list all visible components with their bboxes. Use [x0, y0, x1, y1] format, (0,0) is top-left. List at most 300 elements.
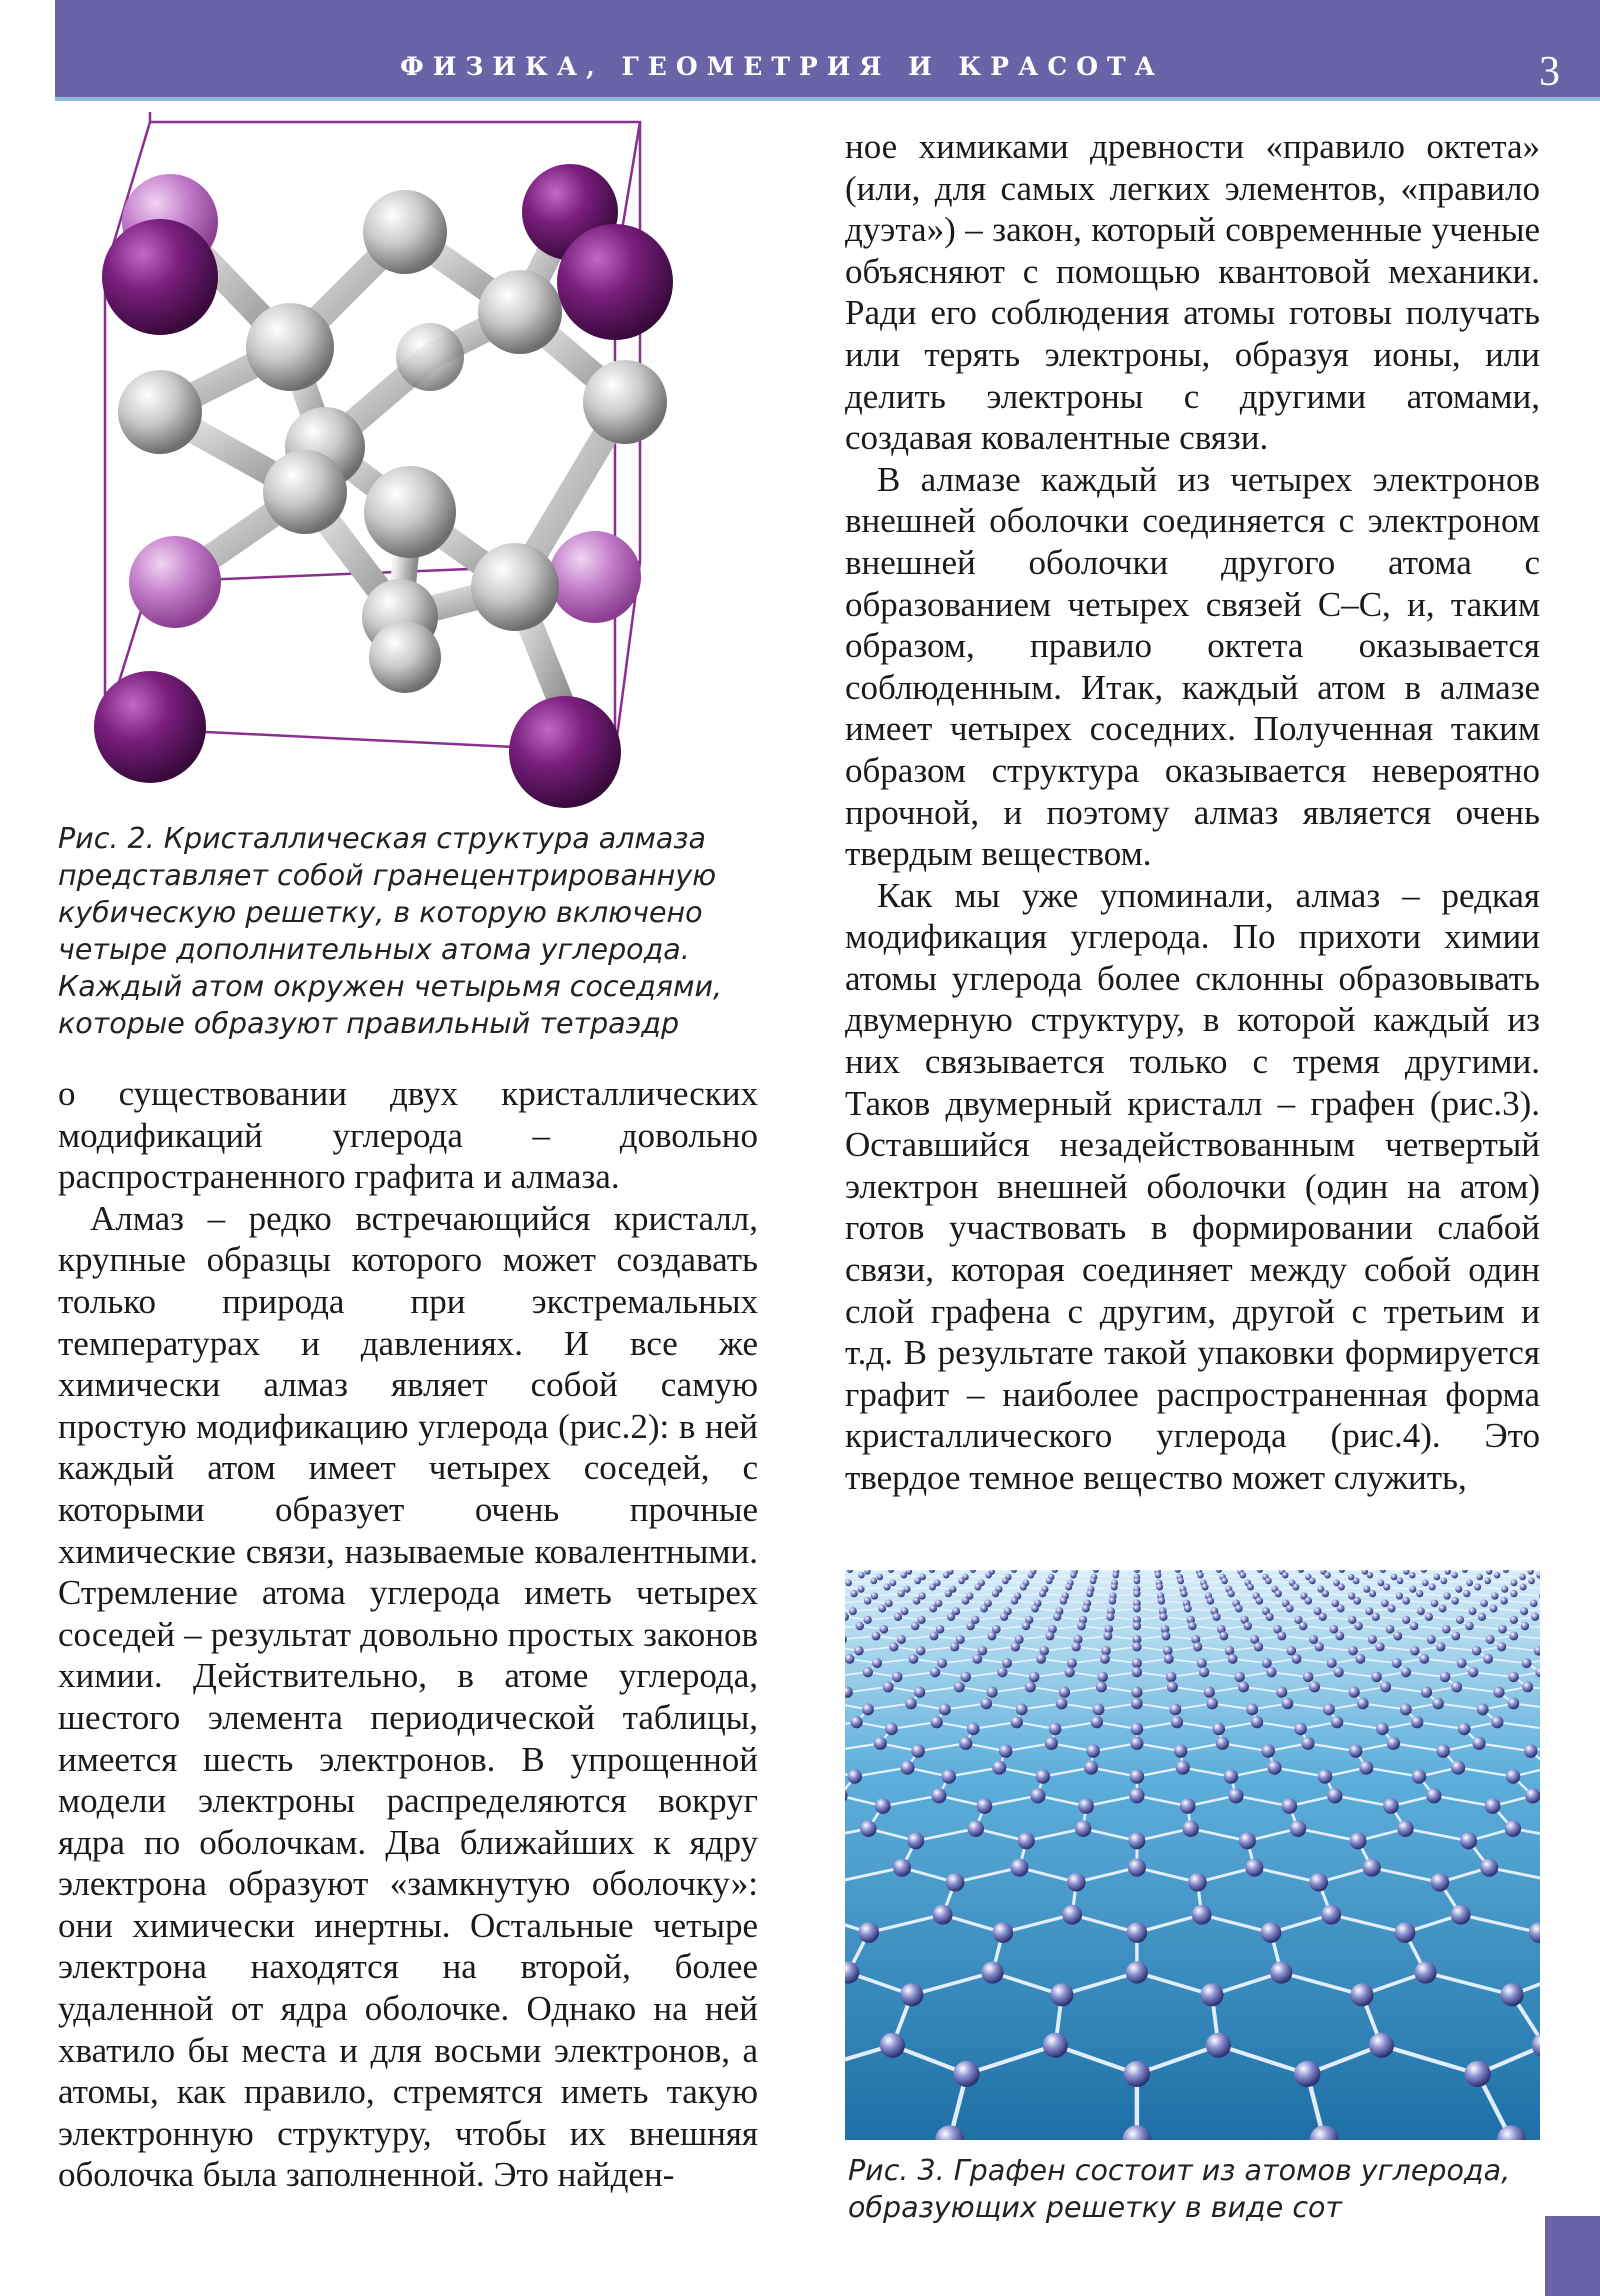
carbon-atom — [1369, 1590, 1376, 1597]
carbon-atom — [1329, 1625, 1338, 1634]
carbon-atom — [946, 1873, 965, 1892]
carbon-atom — [1349, 1687, 1360, 1698]
carbon-atom — [907, 1832, 924, 1849]
carbon-atom — [1396, 1592, 1403, 1599]
carbon-atom — [1197, 1658, 1207, 1668]
carbon-atom — [959, 1737, 972, 1750]
carbon-atom — [1294, 2061, 1320, 2087]
carbon-atom — [1266, 1613, 1274, 1621]
carbon-atom — [1039, 1590, 1046, 1597]
carbon-atom — [1234, 1672, 1245, 1683]
carbon-atom — [1412, 1769, 1426, 1783]
carbon-atom — [1070, 1572, 1077, 1579]
carbon-atom — [1429, 1584, 1436, 1591]
carbon-atom — [1431, 1873, 1450, 1892]
carbon-atom — [1377, 1579, 1384, 1586]
carbon-atom — [1011, 1597, 1019, 1605]
carbon-atom — [1256, 1597, 1264, 1605]
carbon-atom — [246, 303, 334, 391]
carbon-atom — [1197, 1572, 1204, 1579]
carbon-atom — [1129, 1788, 1144, 1803]
carbon-atom — [1247, 1584, 1254, 1591]
carbon-atom — [1228, 1654, 1238, 1664]
carbon-atom — [1451, 1681, 1462, 1692]
carbon-atom — [987, 1631, 996, 1640]
carbon-atom — [992, 1590, 999, 1597]
carbon-atom — [876, 1574, 883, 1581]
carbon-atom — [858, 1922, 879, 1943]
carbon-atom — [1422, 1579, 1429, 1586]
carbon-atom — [1367, 1572, 1374, 1579]
carbon-atom — [1093, 1704, 1105, 1716]
carbon-atom — [1480, 1599, 1488, 1607]
carbon-atom — [1397, 1578, 1404, 1585]
carbon-atom — [1071, 1642, 1080, 1651]
carbon-atom — [1490, 1605, 1498, 1613]
carbon-atom — [1440, 1672, 1451, 1683]
carbon-atom — [900, 1983, 923, 2006]
carbon-atom — [1131, 1687, 1142, 1698]
carbon-atom — [962, 1597, 970, 1605]
carbon-atom — [1319, 1613, 1327, 1621]
carbon-atom — [1167, 1681, 1178, 1692]
carbon-atom — [913, 1597, 921, 1605]
carbon-atom — [1096, 1681, 1107, 1692]
carbon-atom — [1239, 1832, 1256, 1849]
carbon-atom — [1082, 1605, 1090, 1613]
carbon-atom — [1299, 1622, 1308, 1631]
carbon-atom — [1103, 1631, 1112, 1640]
carbon-atom — [1432, 1698, 1444, 1710]
carbon-atom — [396, 323, 464, 391]
carbon-atom — [985, 1572, 992, 1579]
carbon-atom — [1018, 1832, 1035, 1849]
carbon-atom — [894, 1613, 902, 1621]
carbon-atom — [885, 1723, 898, 1736]
carbon-atom — [1266, 1667, 1276, 1677]
carbon-atom — [1309, 1681, 1320, 1692]
carbon-atom — [1457, 1658, 1467, 1668]
carbon-atom — [849, 1607, 857, 1615]
carbon-atom — [1476, 1574, 1483, 1581]
carbon-atom — [1224, 1769, 1238, 1783]
carbon-atom — [1425, 1613, 1433, 1621]
carbon-atom — [974, 1584, 981, 1591]
carbon-atom — [1132, 1667, 1142, 1677]
carbon-atom — [478, 270, 562, 354]
carbon-atom — [885, 1599, 893, 1607]
carbon-atom — [1286, 1605, 1294, 1613]
carbon-atom — [1381, 1599, 1389, 1607]
carbon-atom — [1282, 1798, 1298, 1814]
carbon-atom — [1133, 1590, 1140, 1597]
carbon-atom — [1510, 1616, 1518, 1624]
left-text-column — [58, 1073, 758, 2196]
right-text-column — [845, 126, 1540, 1499]
carbon-atom — [1200, 1983, 1223, 2006]
carbon-atom — [1386, 1625, 1395, 1634]
carbon-atom — [1353, 1578, 1360, 1585]
carbon-atom — [900, 1761, 914, 1775]
carbon-atom — [1254, 1642, 1263, 1651]
carbon-atom — [1212, 1613, 1220, 1621]
carbon-atom — [1064, 1667, 1074, 1677]
carbon-atom — [914, 1687, 925, 1698]
carbon-atom — [1275, 1590, 1282, 1597]
paragraph: ное химиками древности «правило октета» (или, для самых легких элементов, «правило дуэта») – закон, который современные ученые объясняют с помощью квантовой механики. Ради его соблюдения атомы готовы получать или терять электроны, образуя ионы, или делить электроны с другими атомами, создавая ковалентные связи. — [845, 127, 1540, 458]
carbon-atom — [1327, 1788, 1342, 1803]
carbon-atom — [930, 1716, 942, 1728]
carbon-atom — [1053, 1613, 1061, 1621]
carbon-atom — [1338, 1584, 1345, 1591]
carbon-atom — [1477, 1704, 1489, 1716]
carbon-atom — [972, 1654, 982, 1664]
carbon-atom — [1483, 1654, 1493, 1664]
carbon-atom — [1472, 1737, 1485, 1750]
carbon-atom — [1101, 1646, 1111, 1656]
carbon-atom — [1380, 1681, 1391, 1692]
carbon-atom — [1421, 1687, 1432, 1698]
carbon-atom — [1443, 1592, 1450, 1599]
carbon-atom — [1045, 1631, 1054, 1640]
carbon-atom — [1065, 1584, 1072, 1591]
carbon-atom — [1350, 1983, 1373, 2006]
carbon-atom — [1368, 1635, 1377, 1644]
carbon-atom — [980, 1605, 988, 1613]
carbon-atom — [977, 1798, 993, 1814]
carbon-atom — [1349, 1744, 1362, 1757]
carbon-atom — [1318, 1769, 1332, 1783]
carbon-atom — [1337, 1605, 1345, 1613]
carbon-atom — [1439, 1605, 1447, 1613]
carbon-atom — [1133, 1622, 1142, 1631]
carbon-atom — [1371, 1672, 1382, 1683]
carbon-atom — [1521, 1622, 1530, 1631]
carbon-atom — [1485, 1798, 1501, 1814]
carbon-atom — [1199, 1667, 1209, 1677]
carbon-atom — [1022, 1622, 1031, 1631]
carbon-atom — [870, 1578, 877, 1585]
carbon-atom — [1177, 1578, 1184, 1585]
carbon-atom — [968, 1820, 985, 1837]
carbon-atom — [1261, 1744, 1274, 1757]
carbon-atom — [871, 1592, 878, 1599]
carbon-atom — [1045, 1737, 1058, 1750]
carbon-atom — [883, 1681, 894, 1692]
carbon-atom — [1348, 1616, 1356, 1624]
carbon-atom — [1451, 1631, 1460, 1640]
carbon-atom — [1000, 1613, 1008, 1621]
carbon-atom — [1369, 2033, 1394, 2058]
carbon-atom — [960, 1672, 971, 1683]
carbon-atom — [1355, 1654, 1365, 1664]
carbon-atom — [864, 1597, 872, 1605]
carbon-atom — [1180, 1798, 1196, 1814]
carbon-atom — [1303, 1672, 1314, 1683]
carbon-atom — [1524, 1744, 1537, 1757]
carbon-atom — [939, 1704, 951, 1716]
carbon-atom — [1267, 1761, 1281, 1775]
carbon-atom — [1388, 1605, 1396, 1613]
carbon-atom — [863, 1667, 873, 1677]
carbon-atom — [875, 1798, 891, 1814]
carbon-atom — [1354, 1622, 1363, 1631]
carbon-atom — [1451, 1905, 1471, 1925]
carbon-atom — [1132, 1642, 1141, 1651]
carbon-atom — [929, 1584, 936, 1591]
carbon-atom — [1334, 1667, 1344, 1677]
carbon-atom — [1324, 1572, 1331, 1579]
carbon-atom — [1111, 1584, 1118, 1591]
carbon-atom — [1277, 1631, 1286, 1640]
carbon-atom — [1182, 1820, 1199, 1837]
carbon-atom — [992, 1922, 1013, 1943]
paragraph: Как мы уже упоминали, алмаз – редкая модификация углерода. По прихоти химии атомы углерода более склонны образовывать двумерную структуру, в которой каждый из них связывается только с тремя другими. Таков двумерный кристалл – графен (рис.3). Оставшийся незадействованным четвертый электрон внешней оболочки (один на атом) готов участвовать в формировании слабой связи, которая соединяет между собой один слой графена с другим, другой с третьим и т.д. В результате такой упаковки формируется графит – наиболее распространенная форма кристаллического углерода (рис.4). Это твердое темное вещество может служить, — [845, 875, 1540, 1497]
carbon-atom — [1184, 1605, 1192, 1613]
carbon-atom — [966, 1622, 975, 1631]
carbon-atom — [1294, 1723, 1307, 1736]
carbon-atom — [1525, 1788, 1540, 1803]
carbon-atom — [1002, 1578, 1009, 1585]
carbon-atom — [1451, 1572, 1458, 1579]
carbon-atom — [929, 1605, 937, 1613]
carbon-atom — [1491, 1592, 1498, 1599]
carbon-atom — [953, 2061, 979, 2087]
carbon-atom — [1174, 1744, 1187, 1757]
page-header — [55, 0, 1600, 101]
carbon-atom — [933, 1905, 953, 1925]
carbon-atom — [1531, 1613, 1539, 1621]
paragraph: Алмаз – редко встречающийся кристалл, крупные образцы которого может создавать только природа при экстремальных температурах и давлениях. И все же химически алмаз являет собой самую простую модификацию углерода (рис.2): в ней каждый атом имеет четырех соседей, с которыми образует очень прочные химические связи, называемые ковалентными. Стремление атома углерода иметь четырех соседей – результат довольно простых законов химии. Действительно, в атоме углерода, шестого элемента периодической таблицы, имеется шесть электронов. В упрощенной модели электроны распределяются вокруг ядра по оболочкам. Два ближайших к ядру электрона образуют «замкнутую оболочку»: они химически инертны. Остальные четыре электрона находятся на второй, более удаленной от ядра оболочке. Однако на ней хватило бы места и для восьми электронов, а атомы, как правило, стремятся иметь такую электронную структуру, чтобы их внешняя оболочка была заполненной. Это найден- — [58, 1198, 758, 2195]
carbon-atom — [854, 1646, 864, 1656]
carbon-atom — [1323, 1704, 1335, 1716]
carbon-atom — [1463, 1590, 1470, 1597]
carbon-atom — [1309, 1873, 1328, 1892]
carbon-atom — [930, 1667, 940, 1677]
carbon-atom — [903, 1586, 910, 1593]
carbon-atom — [1097, 1672, 1108, 1683]
carbon-atom — [1357, 1698, 1369, 1710]
carbon-atom — [1282, 1572, 1289, 1579]
carbon-atom — [1460, 1832, 1477, 1849]
carbon-atom — [930, 1631, 939, 1640]
carbon-atom — [1472, 1646, 1482, 1656]
carbon-atom — [878, 1605, 886, 1613]
figure2-caption: Рис. 2. Кристаллическая структура алмаза представляет собой гранецентрированную кубическую решетку, в которую включено четыре дополнительных атома углерода. Каждый атом окружен четырьмя соседями, которые образуют правильный тетраэдр — [58, 822, 723, 1040]
carbon-atom — [1131, 1698, 1143, 1710]
carbon-atom — [1176, 1761, 1190, 1775]
carbon-atom — [1451, 1597, 1459, 1605]
carbon-atom — [1426, 1788, 1441, 1803]
carbon-atom — [950, 1642, 959, 1651]
carbon-atom — [1193, 1642, 1202, 1651]
carbon-atom — [997, 1667, 1007, 1677]
carbon-atom — [1353, 1597, 1361, 1605]
carbon-atom — [1395, 1922, 1416, 1943]
corner-atom — [509, 696, 621, 808]
carbon-atom — [1163, 1646, 1173, 1656]
carbon-atom — [1031, 1605, 1039, 1613]
carbon-atom — [1238, 1681, 1249, 1692]
carbon-atom — [1500, 1597, 1508, 1605]
carbon-atom — [1130, 1737, 1143, 1750]
figure3-caption: Рис. 3. Графен состоит из атомов углерода, образующих решетку в виде сот — [848, 2154, 1511, 2224]
carbon-atom — [1204, 1687, 1215, 1698]
carbon-atom — [364, 466, 456, 558]
carbon-atom — [845, 1579, 852, 1586]
carbon-atom — [1327, 1658, 1337, 1668]
carbon-atom — [1348, 1646, 1358, 1656]
carbon-atom — [1434, 1574, 1441, 1581]
carbon-atom — [1522, 1658, 1532, 1668]
corner-atom — [94, 671, 206, 783]
carbon-atom — [1131, 1723, 1144, 1736]
carbon-atom — [1509, 1631, 1518, 1640]
carbon-atom — [1078, 1798, 1094, 1814]
carbon-atom — [858, 1572, 865, 1579]
carbon-atom — [880, 2033, 905, 2058]
carbon-atom — [1350, 1832, 1367, 1849]
carbon-atom — [363, 190, 447, 274]
carbon-atom — [1497, 1642, 1506, 1651]
carbon-atom — [931, 1788, 946, 1803]
carbon-atom — [1522, 1681, 1533, 1692]
carbon-atom — [1309, 1635, 1318, 1644]
paragraph: о существовании двух кристаллических модификаций углерода – довольно распространенного графита и алмаза. — [58, 1074, 758, 1197]
carbon-atom — [1290, 1820, 1307, 1837]
carbon-atom — [889, 1579, 896, 1586]
carbon-atom — [1442, 1625, 1451, 1634]
carbon-atom — [956, 1635, 965, 1644]
carbon-atom — [1309, 1578, 1316, 1585]
carbon-atom — [1086, 1744, 1099, 1757]
carbon-atom — [864, 1616, 872, 1624]
carbon-atom — [1243, 1622, 1252, 1631]
carbon-atom — [1491, 1716, 1503, 1728]
carbon-atom — [1161, 1631, 1170, 1640]
carbon-atom — [898, 1590, 905, 1597]
diamond-structure-figure — [60, 112, 760, 812]
carbon-atom — [1011, 1642, 1020, 1651]
carbon-atom — [1036, 1654, 1046, 1664]
page-corner-tab — [1545, 2216, 1600, 2296]
carbon-atom — [1486, 1635, 1495, 1644]
carbon-atom — [1401, 1667, 1411, 1677]
carbon-atom — [936, 1625, 945, 1634]
carbon-atom — [1292, 1584, 1299, 1591]
carbon-atom — [889, 1642, 898, 1651]
carbon-atom — [1494, 1572, 1501, 1579]
carbon-atom — [1219, 1631, 1228, 1640]
carbon-atom — [1372, 1613, 1380, 1621]
graphene-lattice-figure — [845, 1570, 1540, 2140]
carbon-atom — [1436, 1642, 1445, 1651]
carbon-atom — [981, 1961, 1003, 1983]
carbon-atom — [1127, 1922, 1148, 1943]
carbon-atom — [1510, 1590, 1517, 1597]
carbon-atom — [872, 1631, 881, 1640]
carbon-atom — [1188, 1873, 1207, 1892]
carbon-atom — [1084, 1761, 1098, 1775]
carbon-atom — [1402, 1597, 1410, 1605]
carbon-atom — [1511, 1579, 1518, 1586]
carbon-atom — [1261, 1922, 1282, 1943]
carbon-atom — [1416, 1590, 1423, 1597]
carbon-atom — [1520, 1607, 1528, 1615]
carbon-atom — [850, 1716, 862, 1728]
carbon-atom — [1530, 1599, 1538, 1607]
carbon-atom — [1128, 1832, 1145, 1849]
carbon-atom — [1400, 1704, 1412, 1716]
carbon-atom — [874, 1737, 887, 1750]
carbon-atom — [1391, 1574, 1398, 1581]
carbon-atom — [1480, 1859, 1498, 1877]
carbon-atom — [1164, 1654, 1174, 1664]
carbon-atom — [118, 370, 202, 454]
carbon-atom — [1376, 1723, 1389, 1736]
corner-atom — [102, 219, 218, 335]
carbon-atom — [1132, 1658, 1142, 1668]
carbon-atom — [986, 1687, 997, 1698]
carbon-atom — [1192, 1905, 1212, 1925]
carbon-atom — [1335, 1631, 1344, 1640]
carbon-atom — [1409, 1572, 1416, 1579]
carbon-atom — [263, 450, 347, 534]
carbon-atom — [1383, 1798, 1399, 1814]
carbon-atom — [1468, 1667, 1478, 1677]
carbon-atom — [1417, 1607, 1425, 1615]
carbon-atom — [862, 1704, 874, 1716]
carbon-atom — [1410, 1646, 1420, 1656]
carbon-atom — [1016, 1704, 1028, 1716]
carbon-atom — [1043, 2033, 1068, 2058]
carbon-atom — [1321, 1905, 1341, 1925]
carbon-atom — [1304, 1597, 1312, 1605]
carbon-atom — [947, 1613, 955, 1621]
carbon-atom — [1458, 1723, 1471, 1736]
carbon-atom — [1466, 1579, 1473, 1586]
carbon-atom — [1228, 1590, 1235, 1597]
carbon-atom — [1046, 1578, 1053, 1585]
carbon-atom — [1505, 1820, 1522, 1837]
carbon-atom — [1392, 1658, 1402, 1668]
face-atom-light — [549, 531, 641, 623]
carbon-atom — [1375, 1642, 1384, 1651]
carbon-atom — [1427, 1635, 1436, 1644]
carbon-atom — [1359, 1761, 1373, 1775]
carbon-atom — [1067, 1873, 1086, 1892]
carbon-atom — [1156, 1584, 1163, 1591]
carbon-atom — [1474, 1584, 1481, 1591]
carbon-atom — [1431, 1599, 1439, 1607]
carbon-atom — [1091, 1716, 1103, 1728]
carbon-atom — [917, 1616, 925, 1624]
carbon-atom — [1020, 1584, 1027, 1591]
carbon-atom — [1456, 1616, 1464, 1624]
carbon-atom — [1025, 1681, 1036, 1692]
carbon-atom — [1010, 1859, 1028, 1877]
carbon-atom — [1322, 1590, 1329, 1597]
carbon-atom — [1133, 1605, 1141, 1613]
carbon-atom — [1158, 1597, 1166, 1605]
carbon-atom — [999, 1744, 1012, 1757]
carbon-atom — [1075, 1820, 1092, 1837]
carbon-atom — [1036, 1769, 1050, 1783]
carbon-atom — [1270, 1961, 1292, 1983]
carbon-atom — [1100, 1654, 1110, 1664]
carbon-atom — [1383, 1584, 1390, 1591]
carbon-atom — [1109, 1597, 1117, 1605]
